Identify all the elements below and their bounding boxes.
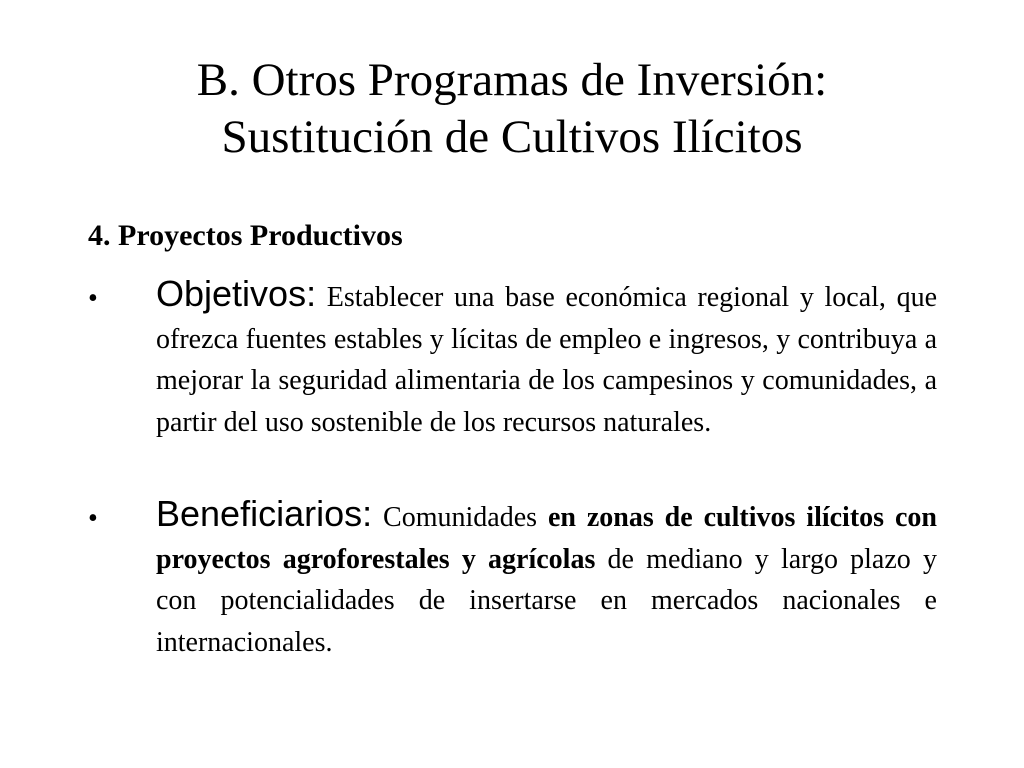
beneficiarios-text-bold: en zonas de cultivos ilícitos con proyectos agroforestales y agrícolas: [156, 502, 937, 575]
objetivos-text: Establecer una base económica regional y local, que ofrezca fuentes estables y lícitas de empleo e ingresos, y contribuya a mejorar la seguridad alimentaria de los campesinos y comunidades, a partir del uso sostenible de los recursos naturales.: [156, 282, 937, 438]
bullet-body-objetivos: [156, 273, 937, 443]
beneficiarios-text-rest: de mediano y largo plazo y con potencialidades de insertarse en mercados nacionales e internacionales.: [156, 543, 937, 658]
bullet-icon: •: [88, 283, 98, 314]
objetivos-label: Objetivos:: [156, 273, 317, 314]
slide-title-line-2: Sustitución de Cultivos Ilícitos: [221, 111, 803, 163]
beneficiarios-text-intro: Comunidades: [372, 502, 548, 533]
beneficiarios-label: Beneficiarios:: [156, 493, 373, 534]
section-heading: 4. Proyectos Productivos: [88, 219, 403, 252]
slide-title: [60, 52, 964, 166]
bullet-icon: •: [88, 503, 98, 534]
bullet-body-beneficiarios: [156, 493, 937, 663]
slide-title-line-1: B. Otros Programas de Inversión:: [196, 54, 828, 106]
